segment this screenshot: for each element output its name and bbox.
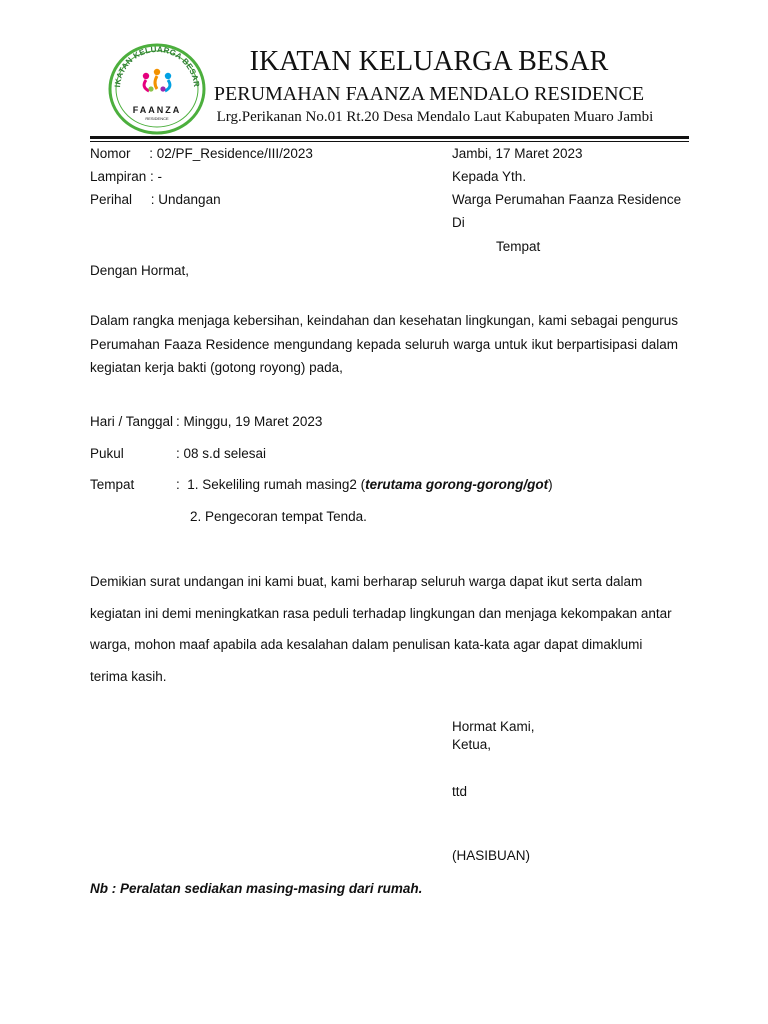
- letter-attachment: Lampiran : -: [90, 169, 163, 184]
- place-item-1-text: : 1. Sekeliling rumah masing2 (: [176, 477, 366, 492]
- logo-ring-text: IKATAN KELUARGA BESAR: [113, 44, 202, 88]
- logo-sub: RESIDENCE: [145, 116, 169, 121]
- place-item-2: 2. Pengecoran tempat Tenda.: [190, 509, 367, 524]
- org-title: IKATAN KELUARGA BESAR: [249, 46, 609, 77]
- recipient-name: Warga Perumahan Faanza Residence: [452, 192, 682, 207]
- day-date-value: : Minggu, 19 Maret 2023: [176, 414, 323, 429]
- header-rule-thin: [90, 141, 689, 142]
- letter-number: Nomor : 02/PF_Residence/III/2023: [90, 146, 313, 161]
- greeting: Dengan Hormat,: [90, 263, 190, 278]
- letter-date: Jambi, 17 Maret 2023: [452, 146, 583, 161]
- place-item-1-emphasis: terutama gorong-gorong/got: [365, 477, 549, 492]
- time-value: : 08 s.d selesai: [176, 446, 267, 461]
- recipient-to: Kepada Yth.: [452, 169, 527, 184]
- recipient-place: Tempat: [496, 239, 541, 254]
- place-item-1-close: ): [548, 477, 553, 492]
- org-address: Lrg.Perikanan No.01 Rt.20 Desa Mendalo Laut Kabupaten Muaro Jambi: [216, 109, 654, 125]
- signature-role: Ketua,: [452, 737, 492, 752]
- signature-regards: Hormat Kami,: [452, 719, 535, 734]
- signature-ttd: ttd: [452, 784, 468, 799]
- logo-name: FAANZA: [132, 105, 182, 115]
- intro-paragraph: Dalam rangka menjaga kebersihan, keindahan dan kesehatan lingkungan, kami sebagai pengurus Perumahan Faaza Residence mengundang kepada seluruh warga untuk ikut berpartisipasi dalam kegiatan kerja bakti (gotong royong) pada,: [90, 313, 678, 375]
- day-date-label: Hari / Tanggal: [90, 414, 174, 429]
- signature-name: (HASIBUAN): [452, 848, 531, 863]
- recipient-di: Di: [452, 215, 465, 230]
- letter-subject: Perihal : Undangan: [90, 192, 221, 207]
- header-rule-thick: [90, 136, 689, 139]
- footer-note: Nb : Peralatan sediakan masing-masing dari rumah.: [90, 881, 423, 896]
- time-label: Pukul: [90, 446, 124, 461]
- org-subtitle: PERUMAHAN FAANZA MENDALO RESIDENCE: [213, 83, 645, 105]
- place-item-1: [176, 477, 553, 493]
- place-label: Tempat: [90, 477, 135, 492]
- closing-paragraph: Demikian surat undangan ini kami buat, kami berharap seluruh warga dapat ikut serta dalam kegiatan ini demi meningkatkan rasa peduli terhadap lingkungan dan menjaga kekompakan antar warga, mohon maaf apabila ada kesalahan dalam penulisan kata-kata agar dapat dimaklumi terima kasih.: [90, 574, 672, 684]
